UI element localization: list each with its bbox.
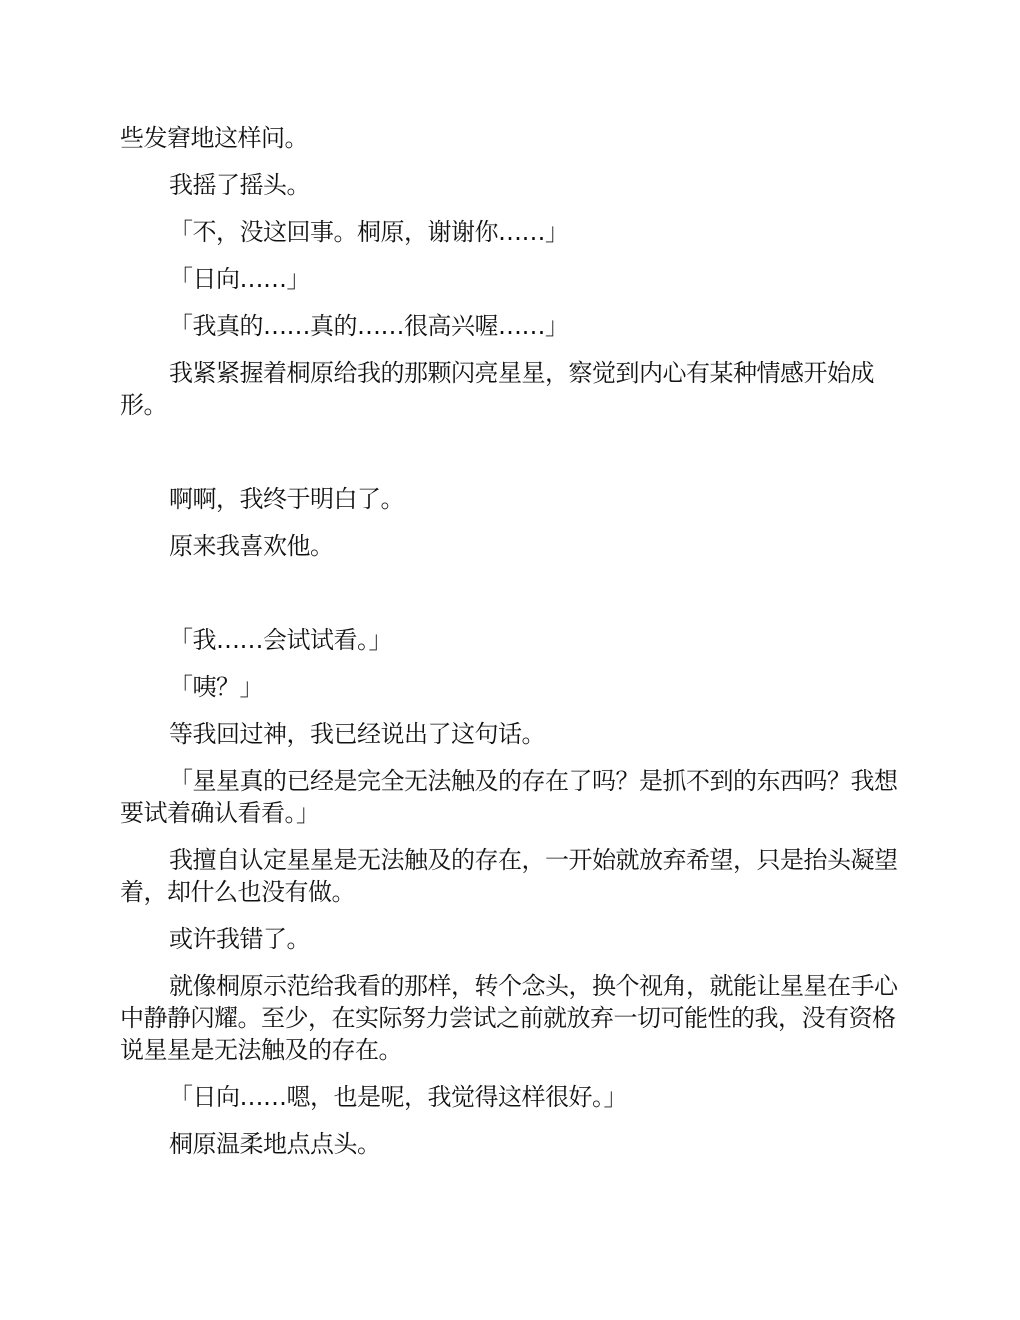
- dialogue-line: 「日向……」: [169, 265, 310, 293]
- paragraph: 啊啊，我终于明白了。: [169, 485, 404, 513]
- paragraph: 我擅自认定星星是无法触及的存在，一开始就放弃希望，只是抬头凝望着，却什么也没有做。: [120, 846, 898, 906]
- document-page: [120, 122, 900, 1175]
- section-break: [120, 436, 900, 483]
- paragraph: 原来我喜欢他。: [169, 532, 334, 560]
- paragraph: 我摇了摇头。: [169, 171, 310, 199]
- paragraph: 等我回过神，我已经说出了这句话。: [169, 720, 545, 748]
- dialogue-line: 「不，没这回事。桐原，谢谢你……」: [169, 218, 569, 246]
- paragraph: 或许我错了。: [169, 925, 310, 953]
- dialogue-line: 「我真的……真的……很高兴喔……」: [169, 312, 569, 340]
- paragraph: 我紧紧握着桐原给我的那颗闪亮星星，察觉到内心有某种情感开始成形。: [120, 359, 874, 419]
- paragraph: 就像桐原示范给我看的那样，转个念头，换个视角，就能让星星在手心中静静闪耀。至少，在实际努力尝试之前就放弃一切可能性的我，没有资格说星星是无法触及的存在。: [120, 972, 898, 1064]
- dialogue-line: 「星星真的已经是完全无法触及的存在了吗？是抓不到的东西吗？我想要试着确认看看。」: [120, 767, 898, 827]
- dialogue-line: 「日向……嗯，也是呢，我觉得这样很好。」: [169, 1083, 627, 1111]
- paragraph: 桐原温柔地点点头。: [169, 1130, 381, 1158]
- dialogue-line: 「我……会试试看。」: [169, 626, 392, 654]
- section-break: [120, 577, 900, 624]
- paragraph: 些发窘地这样问。: [120, 124, 308, 152]
- dialogue-line: 「咦？」: [169, 673, 263, 701]
